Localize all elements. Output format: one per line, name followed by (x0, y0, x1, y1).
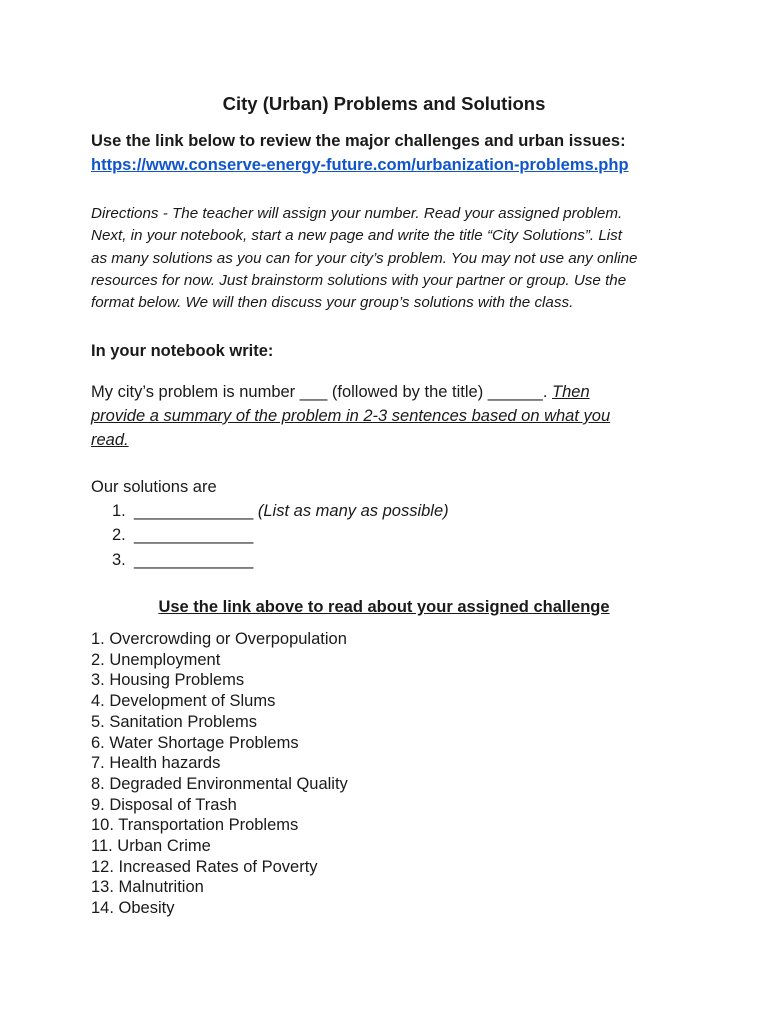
solution-blank: _____________ (134, 526, 254, 545)
directions-line: Directions - The teacher will assign your number. Read your assigned problem. (91, 205, 623, 222)
solution-number: 3. (112, 550, 126, 569)
problem-item: 12. Increased Rates of Poverty (91, 857, 318, 876)
prompt-line-2: provide a summary of the problem in 2-3 sentences based on what you (91, 407, 611, 425)
directions-line: resources for now. Just brainstorm solutions with your partner or group. Use the (91, 271, 627, 289)
problem-prompt (91, 380, 691, 452)
prompt-line-3: read. (91, 431, 129, 449)
prompt-line-1-emphasis: Then (552, 383, 590, 401)
solution-blank: _____________ (134, 550, 254, 569)
solution-number: 2. (112, 526, 126, 545)
solutions-list (112, 499, 449, 572)
problem-item: 1. Overcrowding or Overpopulation (91, 630, 347, 648)
problem-item: 14. Obesity (91, 899, 175, 918)
problem-item: 6. Water Shortage Problems (91, 733, 299, 752)
problem-item: 3. Housing Problems (91, 671, 245, 690)
problem-item: 7. Health hazards (91, 754, 221, 773)
solution-number: 1. (112, 502, 126, 520)
page-title: City (Urban) Problems and Solutions (222, 93, 546, 114)
problem-item: 13. Malnutrition (91, 878, 204, 897)
problem-item: 5. Sanitation Problems (91, 712, 258, 731)
solution-item (112, 523, 449, 547)
directions-paragraph (91, 203, 691, 314)
notebook-heading: In your notebook write: (91, 342, 274, 360)
solution-blank: _____________ (134, 502, 254, 520)
solution-item (112, 499, 449, 523)
prompt-line-1-text: My city’s problem is number ___ (followed by the title) ______. (91, 383, 553, 401)
problem-item: 9. Disposal of Trash (91, 795, 237, 814)
intro-instruction: Use the link below to review the major challenges and urban issues: (91, 132, 626, 150)
solution-item (112, 548, 449, 572)
resource-link[interactable]: https://www.conserve-energy-future.com/urbanization-problems.php (91, 156, 629, 174)
solutions-label: Our solutions are (91, 478, 217, 496)
problem-item: 2. Unemployment (91, 650, 221, 669)
directions-line: Next, in your notebook, start a new page and write the title “City Solutions”. List (91, 227, 622, 245)
solution-note: (List as many as possible) (253, 502, 449, 520)
problem-item: 4. Development of Slums (91, 692, 276, 711)
directions-line: format below. We will then discuss your group’s solutions with the class. (91, 294, 574, 312)
read-heading: Use the link above to read about your assigned challenge (158, 598, 610, 616)
problem-item: 10. Transportation Problems (91, 816, 299, 835)
problems-list (91, 629, 348, 919)
prompt-line-1 (91, 380, 691, 404)
directions-line: as many solutions as you can for your city’s problem. You may not use any online (91, 249, 638, 267)
problem-item: 8. Degraded Environmental Quality (91, 774, 348, 793)
problem-item: 11. Urban Crime (91, 837, 211, 856)
